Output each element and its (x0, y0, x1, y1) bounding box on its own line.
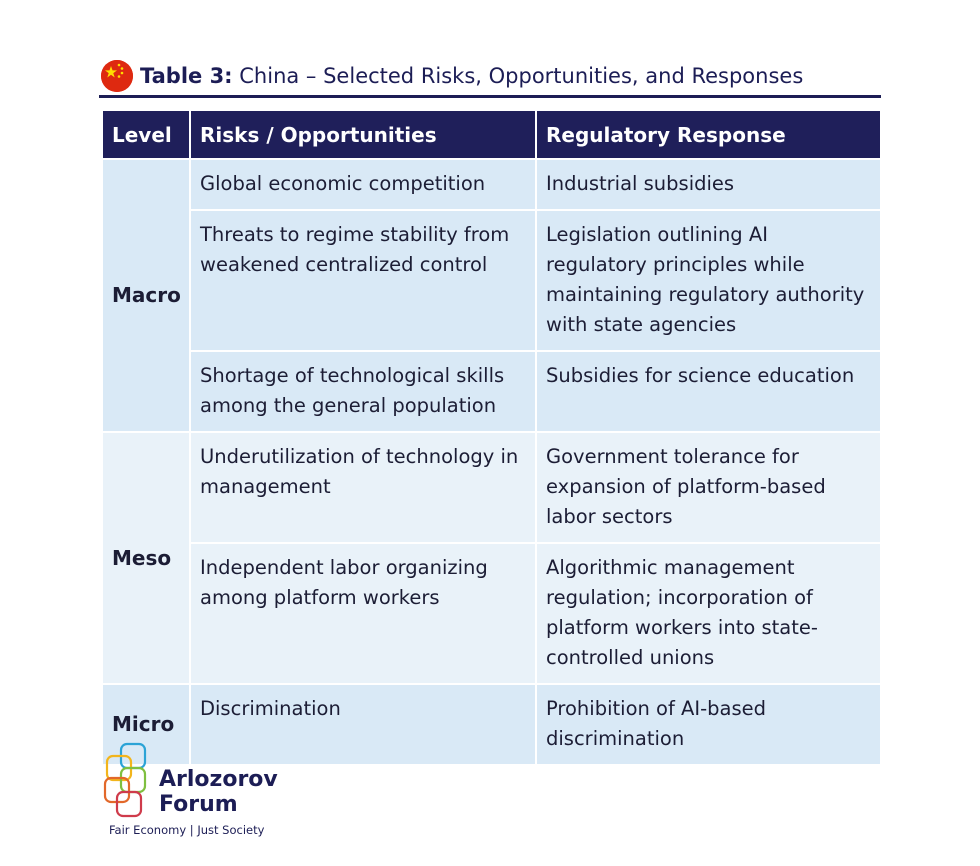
response-cell: Subsidies for science education (536, 351, 881, 432)
title-divider (99, 95, 881, 98)
risk-cell: Underutilization of technology in management (190, 432, 536, 543)
table-row (102, 159, 881, 210)
table-title-text: China – Selected Risks, Opportunities, and Responses (232, 64, 804, 88)
logo-name-line1: Arlozorov (159, 767, 278, 792)
response-cell: Industrial subsidies (536, 159, 881, 210)
table-row (102, 432, 881, 543)
risks-table (101, 109, 882, 766)
arlozorov-forum-logo (103, 742, 303, 842)
response-cell: Government tolerance for expansion of platform-based labor sectors (536, 432, 881, 543)
risk-cell: Global economic competition (190, 159, 536, 210)
level-cell-meso: Meso (102, 432, 190, 684)
response-cell: Algorithmic management regulation; incorporation of platform workers into state-controlled unions (536, 543, 881, 684)
risk-cell: Independent labor organizing among platform workers (190, 543, 536, 684)
risk-cell: Discrimination (190, 684, 536, 765)
risk-cell: Threats to regime stability from weakened centralized control (190, 210, 536, 351)
header-level: Level (102, 110, 190, 159)
header-response: Regulatory Response (536, 110, 881, 159)
logo-name-line2: Forum (159, 792, 238, 817)
response-cell: Prohibition of AI-based discrimination (536, 684, 881, 765)
header-risks: Risks / Opportunities (190, 110, 536, 159)
risk-cell: Shortage of technological skills among the general population (190, 351, 536, 432)
table-title (140, 64, 803, 88)
level-cell-micro: Micro (102, 684, 190, 765)
table-title-prefix: Table 3: (140, 64, 233, 88)
china-flag-icon (101, 60, 133, 92)
logo-tagline: Fair Economy | Just Society (109, 823, 265, 837)
level-cell-macro: Macro (102, 159, 190, 432)
table-row (102, 351, 881, 432)
table-row (102, 543, 881, 684)
table-title-row (101, 58, 881, 94)
overlapping-squares-logo-icon (103, 742, 159, 822)
table-header-row (102, 110, 881, 159)
response-cell: Legislation outlining AI regulatory principles while maintaining regulatory authority with state agencies (536, 210, 881, 351)
table-row (102, 210, 881, 351)
